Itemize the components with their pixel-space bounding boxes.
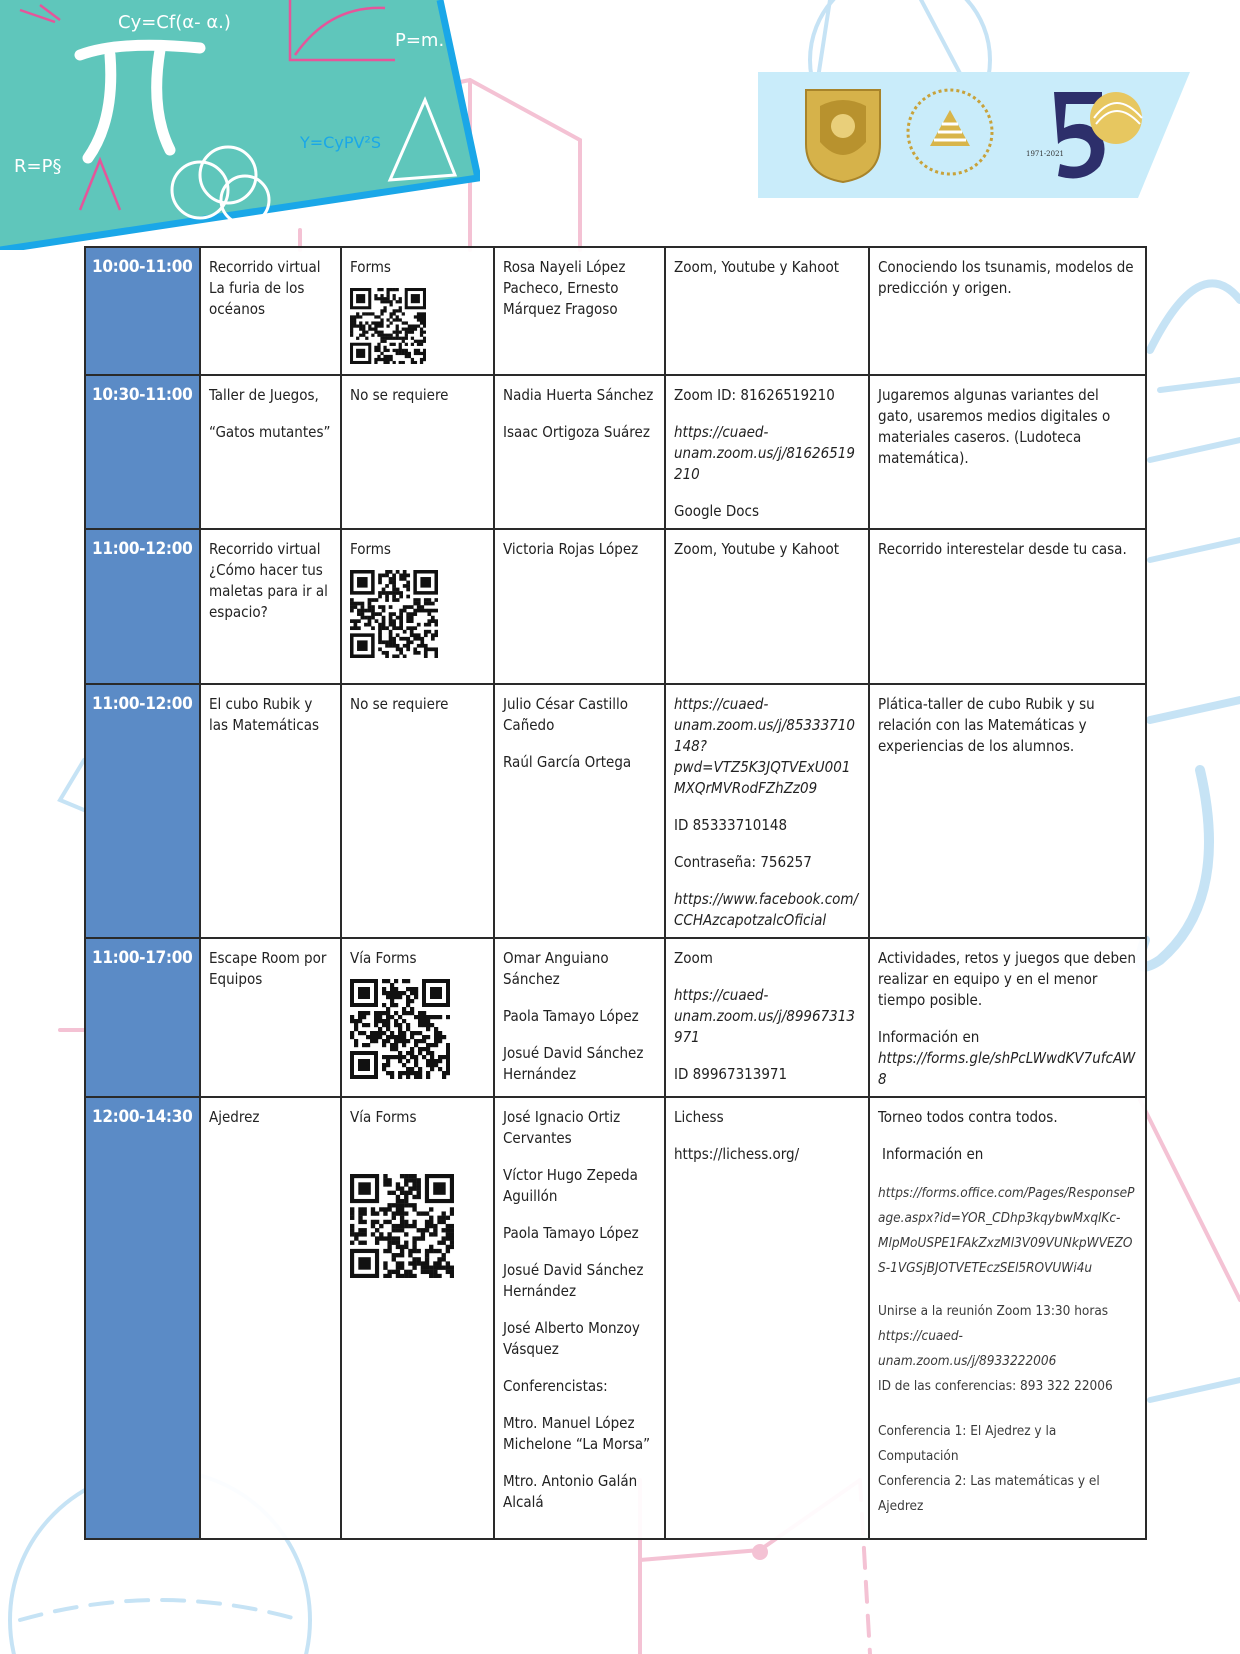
speakers-heading: Conferencistas: <box>503 1377 608 1395</box>
registration-label: No se requiere <box>350 695 449 713</box>
description-text: Torneo todos contra todos. <box>878 1108 1058 1126</box>
formula-4: Y=CyPV²S <box>300 133 381 152</box>
registration-cell <box>341 247 494 375</box>
table-row <box>85 1097 1146 1539</box>
registration-label: Forms <box>350 540 391 558</box>
schedule-table <box>84 246 1147 1540</box>
table-row <box>85 247 1146 375</box>
platform-cell <box>665 684 869 938</box>
table-row <box>85 938 1146 1097</box>
speakers-cell <box>494 938 665 1097</box>
fifty-icon <box>1024 84 1144 186</box>
registration-label: Vía Forms <box>350 949 417 967</box>
speaker-name: Paola Tamayo López <box>503 1007 639 1025</box>
platform-text: Zoom ID: 81626519210 <box>674 386 835 404</box>
description-cell <box>869 375 1146 529</box>
cch-seal-icon <box>904 80 996 184</box>
registration-cell <box>341 529 494 684</box>
facebook-link[interactable]: https://www.facebook.com/CCHAzcapotzalcOficial <box>674 890 859 929</box>
meeting-password: Contraseña: 756257 <box>674 853 812 871</box>
time-cell: 12:00-14:30 <box>85 1097 200 1539</box>
speaker-name: Nadia Huerta Sánchez <box>503 386 654 404</box>
meeting-id: ID 89967313971 <box>674 1065 788 1083</box>
conference-id: ID de las conferencias: 893 322 22006 <box>878 1378 1113 1394</box>
platform-text: Zoom <box>674 949 713 967</box>
time-cell: 11:00-12:00 <box>85 529 200 684</box>
platform-cell <box>665 529 869 684</box>
registration-cell <box>341 1097 494 1539</box>
info-label: Información en <box>878 1028 980 1046</box>
registration-cell <box>341 375 494 529</box>
zoom-link[interactable]: https://cuaed-unam.zoom.us/j/89967313971 <box>674 986 855 1046</box>
qr-code-icon[interactable] <box>350 288 485 364</box>
speakers-cell <box>494 375 665 529</box>
activity-cell <box>200 247 341 375</box>
info-label: Información en <box>882 1145 984 1163</box>
registration-cell <box>341 938 494 1097</box>
conference-title: Conferencia 1: El Ajedrez y la Computación <box>878 1423 1057 1464</box>
activity-cell <box>200 375 341 529</box>
speakers-cell <box>494 684 665 938</box>
table-row <box>85 529 1146 684</box>
activity-cell <box>200 529 341 684</box>
speaker-name: Isaac Ortigoza Suárez <box>503 423 650 441</box>
lichess-link[interactable]: https://lichess.org/ <box>674 1145 800 1163</box>
forms-link[interactable]: https://forms.office.com/Pages/ResponsePage.aspx?id=YOR_CDhp3kqybwMxqlKc-MlpMoUSPE1FAkZxzMl3V09VUNkpWVEZOS-1VGSjBJOTVETEczSEl5ROVUWi4u <box>878 1185 1135 1276</box>
meeting-id: ID 85333710148 <box>674 816 788 834</box>
cch-50-anniversary-logo <box>1024 84 1144 186</box>
description-text: Plática-taller de cubo Rubik y su relación con las Matemáticas y experiencias de los alumnos. <box>878 695 1095 755</box>
activity-name: Ajedrez <box>209 1108 260 1126</box>
activity-cell <box>200 684 341 938</box>
anniversary-years: 1971-2021 <box>1026 150 1064 158</box>
formula-3: R=P§ <box>14 156 62 177</box>
platform-cell <box>665 375 869 529</box>
qr-code-icon[interactable] <box>350 1174 485 1278</box>
time-cell: 11:00-17:00 <box>85 938 200 1097</box>
speakers-cell <box>494 247 665 375</box>
speaker-name: Rosa Nayeli López Pacheco, Ernesto Márquez Fragoso <box>503 258 626 318</box>
formula-1: Cy=Cf(α- α.) <box>118 12 231 33</box>
platform-cell <box>665 247 869 375</box>
registration-label: Forms <box>350 258 391 276</box>
activity-name: Recorrido virtual La furia de los océanos <box>209 258 321 318</box>
activity-subtitle: “Gatos mutantes” <box>209 423 331 441</box>
speaker-name: José Alberto Monzoy Vásquez <box>503 1319 640 1358</box>
activity-name: El cubo Rubik y las Matemáticas <box>209 695 320 734</box>
description-cell <box>869 1097 1146 1539</box>
platform-cell <box>665 938 869 1097</box>
activity-name: Recorrido virtual ¿Cómo hacer tus maletas para ir al espacio? <box>209 540 328 621</box>
platform-text: Google Docs <box>674 502 759 520</box>
speaker-name: Mtro. Antonio Galán Alcalá <box>503 1472 638 1511</box>
table-row <box>85 375 1146 529</box>
registration-cell <box>341 684 494 938</box>
time-cell: 10:00-11:00 <box>85 247 200 375</box>
platform-text: Zoom, Youtube y Kahoot <box>674 258 839 276</box>
speaker-name: Raúl García Ortega <box>503 753 632 771</box>
time-cell: 11:00-12:00 <box>85 684 200 938</box>
time-cell: 10:30-11:00 <box>85 375 200 529</box>
speakers-cell <box>494 529 665 684</box>
conference-title: Conferencia 2: Las matemáticas y el Ajedrez <box>878 1473 1100 1514</box>
speaker-name: Josué David Sánchez Hernández <box>503 1261 644 1300</box>
zoom-join-text: Unirse a la reunión Zoom 13:30 horas <box>878 1303 1109 1319</box>
description-cell <box>869 247 1146 375</box>
speaker-name: Mtro. Manuel López Michelone “La Morsa” <box>503 1414 651 1453</box>
description-cell <box>869 684 1146 938</box>
activity-name: Escape Room por Equipos <box>209 949 327 988</box>
speaker-name: José Ignacio Ortiz Cervantes <box>503 1108 621 1147</box>
description-cell <box>869 938 1146 1097</box>
platform-text: Lichess <box>674 1108 724 1126</box>
zoom-link[interactable]: https://cuaed-unam.zoom.us/j/8933222006 <box>878 1328 1057 1369</box>
formula-2: P=m. <box>395 30 445 51</box>
speaker-name: Paola Tamayo López <box>503 1224 639 1242</box>
description-text: Jugaremos algunas variantes del gato, usaremos medios digitales o materiales caseros. (Ludoteca matemática). <box>878 386 1111 467</box>
zoom-link[interactable]: https://cuaed-unam.zoom.us/j/81626519210 <box>674 423 855 483</box>
math-banner <box>0 0 480 250</box>
speaker-name: Víctor Hugo Zepeda Aguillón <box>503 1166 638 1205</box>
platform-cell <box>665 1097 869 1539</box>
registration-label: Vía Forms <box>350 1108 417 1126</box>
activity-cell <box>200 938 341 1097</box>
description-text: Recorrido interestelar desde tu casa. <box>878 540 1127 558</box>
speaker-name: Victoria Rojas López <box>503 540 639 558</box>
speakers-cell <box>494 1097 665 1539</box>
qr-code-icon[interactable] <box>350 979 485 1079</box>
speaker-name: Josué David Sánchez Hernández <box>503 1044 644 1083</box>
registration-label: No se requiere <box>350 386 449 404</box>
platform-text: Zoom, Youtube y Kahoot <box>674 540 839 558</box>
forms-link[interactable]: https://forms.gle/shPcLWwdKV7ufcAW8 <box>878 1049 1136 1088</box>
activity-name: Taller de Juegos, <box>209 386 319 404</box>
table-row <box>85 684 1146 938</box>
info-line <box>878 1027 1137 1090</box>
activity-cell <box>200 1097 341 1539</box>
unam-seal-icon <box>800 84 886 184</box>
speaker-name: Omar Anguiano Sánchez <box>503 949 609 988</box>
speaker-name: Julio César Castillo Cañedo <box>503 695 628 734</box>
description-text: Conociendo los tsunamis, modelos de predicción y origen. <box>878 258 1134 297</box>
qr-code-icon[interactable] <box>350 570 485 658</box>
description-cell <box>869 529 1146 684</box>
zoom-link[interactable]: https://cuaed-unam.zoom.us/j/85333710148?pwd=VTZ5K3JQTVExU001MXQrMVRodFZhZz09 <box>674 695 855 797</box>
description-text: Actividades, retos y juegos que deben realizar en equipo y en el menor tiempo posible. <box>878 949 1136 1009</box>
